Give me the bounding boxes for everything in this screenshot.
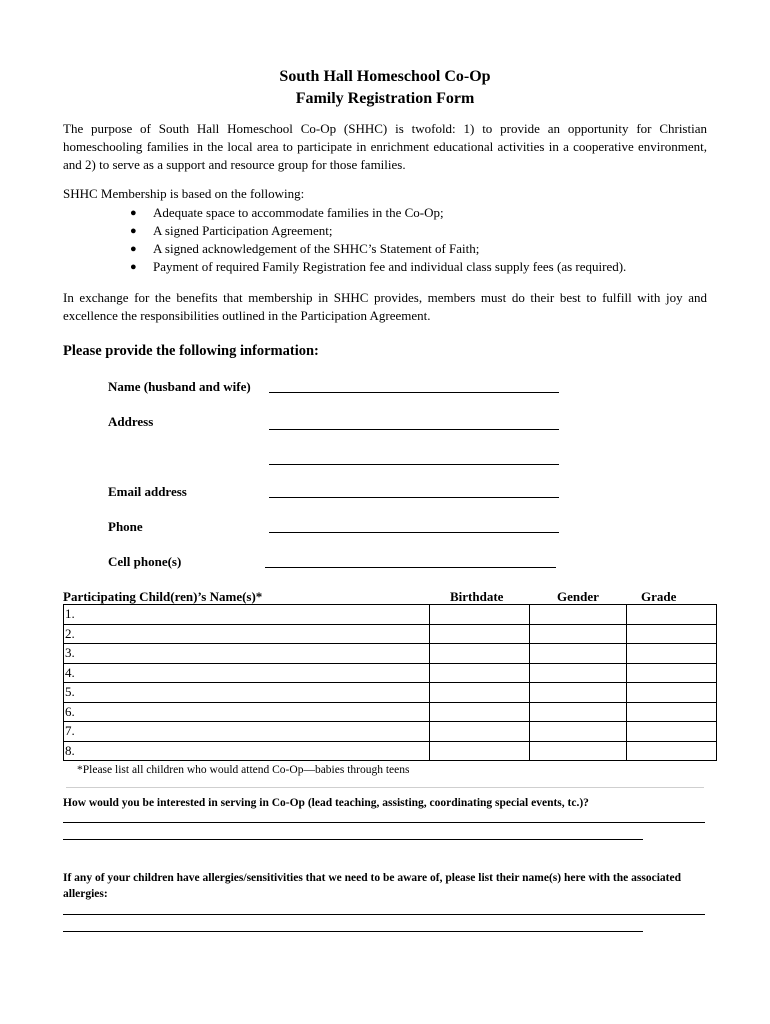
gender-cell[interactable] — [530, 702, 627, 722]
info-heading: Please provide the following information: — [63, 343, 319, 359]
cell-phone-input-line[interactable] — [265, 567, 556, 568]
table-row — [64, 702, 717, 722]
child-name-cell[interactable]: 3. — [64, 644, 430, 664]
grade-cell[interactable] — [627, 741, 717, 761]
address-input-line-2[interactable] — [269, 464, 559, 465]
name-label: Name (husband and wife) — [108, 379, 251, 394]
gender-header: Gender — [557, 589, 599, 604]
gender-cell[interactable] — [530, 624, 627, 644]
form-title: South Hall Homeschool Co-Op — [279, 68, 491, 85]
membership-item: ● Payment of required Family Registration fee and individual class supply fees (as required). — [130, 258, 626, 276]
table-row — [64, 624, 717, 644]
form-subtitle: Family Registration Form — [295, 90, 475, 107]
section-divider — [66, 787, 704, 788]
child-name-cell[interactable]: 4. — [64, 663, 430, 683]
email-input-line[interactable] — [269, 497, 559, 498]
gender-cell[interactable] — [530, 683, 627, 703]
cell-phone-label: Cell phone(s) — [108, 554, 182, 569]
birthdate-cell[interactable] — [430, 644, 530, 664]
grade-cell[interactable] — [627, 605, 717, 625]
allergy-answer-line-2[interactable] — [63, 931, 643, 932]
birthdate-cell[interactable] — [430, 722, 530, 742]
birthdate-cell[interactable] — [430, 741, 530, 761]
membership-list — [130, 204, 626, 276]
membership-intro: SHHC Membership is based on the following: — [63, 186, 305, 201]
gender-cell[interactable] — [530, 722, 627, 742]
serving-question: How would you be interested in serving in Co-Op (lead teaching, assisting, coordinating special events, tc.)? — [63, 797, 589, 809]
children-table — [63, 604, 717, 761]
child-name-cell[interactable]: 2. — [64, 624, 430, 644]
child-name-cell[interactable]: 1. — [64, 605, 430, 625]
children-footnote: *Please list all children who would attend Co-Op—babies through teens — [77, 764, 410, 776]
gender-cell[interactable] — [530, 663, 627, 683]
membership-item: ● A signed acknowledgement of the SHHC’s Statement of Faith; — [130, 240, 626, 258]
grade-header: Grade — [641, 589, 677, 604]
birthdate-cell[interactable] — [430, 702, 530, 722]
email-label: Email address — [108, 484, 187, 499]
name-input-line[interactable] — [269, 392, 559, 393]
phone-input-line[interactable] — [269, 532, 559, 533]
exchange-paragraph: In exchange for the benefits that membership in SHHC provides, members must do their best to fulfill with joy and excellence the responsibilities outlined in the Participation Agreement. — [63, 290, 707, 323]
birthdate-cell[interactable] — [430, 663, 530, 683]
child-name-cell[interactable]: 7. — [64, 722, 430, 742]
serving-answer-line-1[interactable] — [63, 822, 705, 823]
table-row — [64, 683, 717, 703]
child-name-header: Participating Child(ren)’s Name(s)* — [63, 589, 263, 604]
grade-cell[interactable] — [627, 644, 717, 664]
intro-paragraph: The purpose of South Hall Homeschool Co-Op (SHHC) is twofold: 1) to provide an opportunity for Christian homeschooling families in the local area to participate in enrichment educational activities in a cooperative environment, and 2) to serve as a support and resource group for those families. — [63, 121, 707, 172]
table-row — [64, 663, 717, 683]
birthdate-cell[interactable] — [430, 624, 530, 644]
child-name-cell[interactable]: 6. — [64, 702, 430, 722]
gender-cell[interactable] — [530, 644, 627, 664]
table-row — [64, 605, 717, 625]
address-label: Address — [108, 414, 154, 429]
birthdate-cell[interactable] — [430, 683, 530, 703]
birthdate-header: Birthdate — [450, 589, 504, 604]
grade-cell[interactable] — [627, 683, 717, 703]
phone-label: Phone — [108, 519, 143, 534]
allergy-answer-line-1[interactable] — [63, 914, 705, 915]
grade-cell[interactable] — [627, 663, 717, 683]
table-row — [64, 644, 717, 664]
gender-cell[interactable] — [530, 605, 627, 625]
address-input-line-1[interactable] — [269, 429, 559, 430]
serving-answer-line-2[interactable] — [63, 839, 643, 840]
table-row — [64, 722, 717, 742]
membership-item: ● Adequate space to accommodate families in the Co-Op; — [130, 204, 626, 222]
grade-cell[interactable] — [627, 624, 717, 644]
allergy-question: If any of your children have allergies/sensitivities that we need to be aware of, please list their name(s) here with the associated allergies: — [63, 872, 681, 900]
membership-item: ● A signed Participation Agreement; — [130, 222, 626, 240]
grade-cell[interactable] — [627, 722, 717, 742]
birthdate-cell[interactable] — [430, 605, 530, 625]
grade-cell[interactable] — [627, 702, 717, 722]
child-name-cell[interactable]: 5. — [64, 683, 430, 703]
gender-cell[interactable] — [530, 741, 627, 761]
child-name-cell[interactable]: 8. — [64, 741, 430, 761]
table-row — [64, 741, 717, 761]
